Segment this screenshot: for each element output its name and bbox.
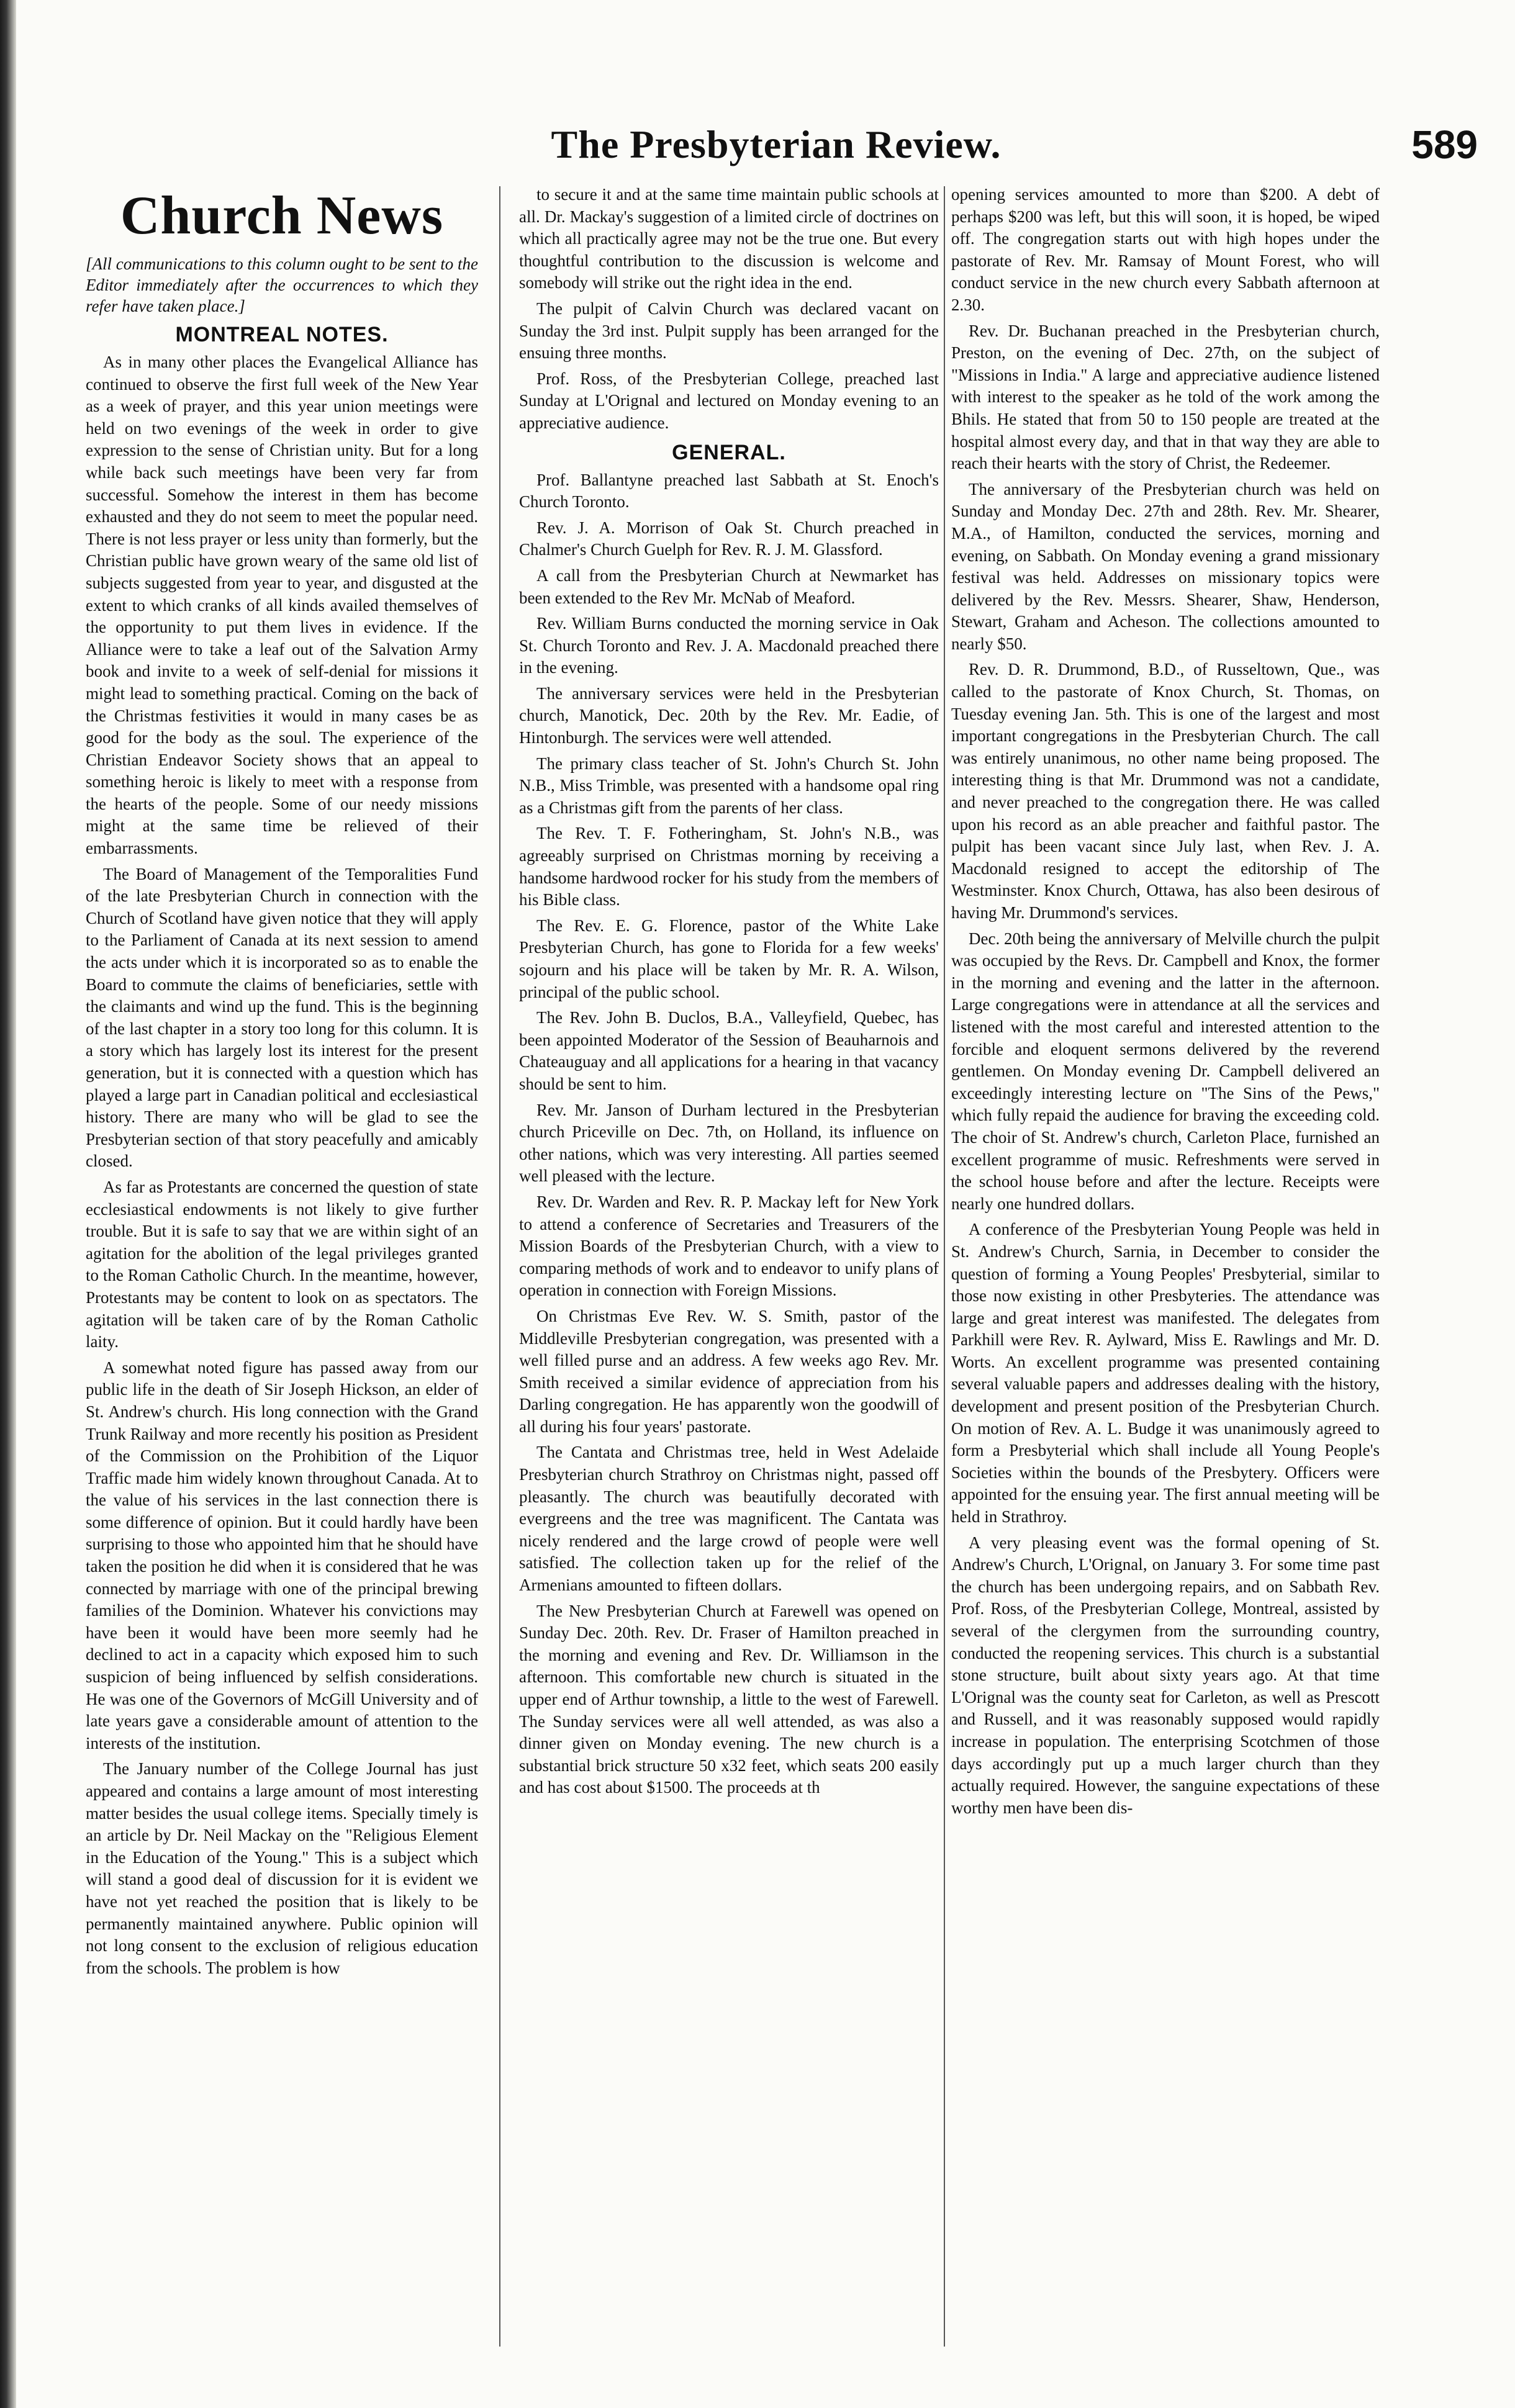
paragraph: A somewhat noted figure has passed away from our public life in the death of Sir Joseph Hickson, an elder of St. Andrew's church. His long connection with the Grand Trunk Railway and more recently his position as President of the Commission on the Prohibition of the Liquor Traffic made him widely known throughout Canada. At to the value of his services in the last connection there is some difference of opinion. But it could hardly have been surprising to those who appointed him that he should have taken the position he did when it is considered that he was connected by marriage with one of the principal brewing families of the Dominion. Whatever his convictions may have been it would have been more seemly had he declined to act in a capacity which exposed him to such suspicion of being influenced by selfish considerations. He was one of the Governors of McGill University and of late years gave a considerable amount of attention to the interests of the institution. <box>86 1358 478 1752</box>
paragraph: The anniversary services were held in the Presbyterian church, Manotick, Dec. 20th by the Rev. Mr. Eadie, of Hintonburgh. The services were well attended. <box>519 683 939 747</box>
paragraph: opening services amounted to more than $200. A debt of perhaps $200 was left, but this will soon, it is hoped, be wiped off. The congregation starts out with high hopes under the pastorate of Rev. Mr. Ramsay of Mount Forest, who will conduct service in the new church every Sabbath afternoon at 2.30. <box>951 185 1380 314</box>
paragraph: The New Presbyterian Church at Farewell was opened on Sunday Dec. 20th. Rev. Dr. Fraser of Hamilton preached in the morning and evening and Rev. Dr. Williamson in the afternoon. This comfortable new church is situated in the upper end of Arthur township, a little to the west of Farewell. The Sunday services were all well attended, as was also a dinner given on Monday evening. The new church is a substantial brick structure 50 x32 feet, which seats 200 easily and has cost about $1500. The proceeds at th <box>519 1601 939 1797</box>
paragraph: On Christmas Eve Rev. W. S. Smith, pastor of the Middleville Presbyterian congregation, was presented with a well filled purse and an address. A few weeks ago Rev. Mr. Smith received a similar evidence of appreciation from his Darling congregation. He has apparently won the goodwill of all during his four years' pastorate. <box>519 1306 939 1436</box>
publication-title: The Presbyterian Review. <box>551 122 1002 166</box>
paragraph: Rev. Mr. Janson of Durham lectured in the Presbyterian church Priceville on Dec. 7th, on Holland, its influence on other nations, which was very interesting. All parties seemed well pleased with the lecture. <box>519 1100 939 1186</box>
column-2 <box>519 184 939 1803</box>
paragraph: Prof. Ross, of the Presbyterian College, preached last Sunday at L'Orignal and lectured on Monday evening to an appreciative audience. <box>519 369 939 432</box>
paragraph: A call from the Presbyterian Church at Newmarket has been extended to the Rev Mr. McNab of Meaford. <box>519 566 939 607</box>
paragraph: Dec. 20th being the anniversary of Melville church the pulpit was occupied by the Revs. Dr. Campbell and Knox, the former in the morning and evening and the latter in the afternoon. Large congregations were in attendance at all the services and listened with the most careful and interested attention to the forcible and eloquent sermons delivered by the reverend gentlemen. On Monday evening Dr. Campbell delivered an exceedingly interesting lecture on "The Sins of the Pews," which fully repaid the audience for braving the exceeding cold. The choir of St. Andrew's church, Carleton Place, furnished an excellent programme of music. Refreshments were served in the school house before and after the lecture. Receipts were nearly one hundred dollars. <box>951 929 1380 1213</box>
paragraph: Rev. Dr. Warden and Rev. R. P. Mackay left for New York to attend a conference of Secretaries and Treasurers of the Mission Boards of the Presbyterian Church, with a view to comparing methods of work and to endeavor to unify plans of operation in connection with Foreign Missions. <box>519 1192 939 1300</box>
paragraph: Rev. J. A. Morrison of Oak St. Church preached in Chalmer's Church Guelph for Rev. R. J. M. Glassford. <box>519 518 939 559</box>
column-3 <box>951 184 1380 1823</box>
column-divider <box>944 186 945 2347</box>
paragraph: The Rev. E. G. Florence, pastor of the White Lake Presbyterian Church, has gone to Florida for a few weeks' sojourn and his place will be taken by Mr. R. A. Wilson, principal of the public school. <box>519 916 939 1001</box>
paragraph: The primary class teacher of St. John's Church St. John N.B., Miss Trimble, was presented with a handsome opal ring as a Christmas gift from the parents of her class. <box>519 754 939 817</box>
paragraph: As in many other places the Evangelical Alliance has continued to observe the first full week of the New Year as a week of prayer, and this year union meetings were held on two evenings of the week in order to give expression to the sense of Christian unity. But for a long while back such meetings have been very far from successful. Somehow the interest in them has become exhausted and they do not seem to meet the popular need. There is not less prayer or less unity than formerly, but the Christian public have grown weary of the same old list of subjects suggested from year to year, and disgusted at the extent to which cranks of all kinds availed themselves of the opportunity to put them lives in evidence. If the Alliance were to take a leaf out of the Salvation Army book and invite to a week of self-denial for missions it might lead to something practical. Coming on the back of the Christmas festivities it would in many cases be as good for the body as the soul. The experience of the Christian Endeavor Society shows that an appeal to something heroic is likely to meet with a response from the hearts of the people. Some of our needy missions might at the same time be relieved of their embarrassments. <box>86 353 478 858</box>
scan-binding-edge <box>0 0 16 2408</box>
paragraph: to secure it and at the same time maintain public schools at all. Dr. Mackay's suggestion of a limited circle of doctrines on which all practically agree may not be the true one. But every thoughtful contribution to the discussion is welcome and somebody will strike out the right idea in the end. <box>519 185 939 292</box>
page-number: 589 <box>1411 122 1478 167</box>
paragraph: Rev. Dr. Buchanan preached in the Presbyterian church, Preston, on the evening of Dec. 27th, on the subject of "Missions in India." A large and appreciative audience listened with interest to the speaker as he told of the work among the Bhils. He stated that from 50 to 150 people are treated at the hospital almost every day, and that in that way they are able to reach their hearts with the story of Christ, the Redeemer. <box>951 321 1380 473</box>
paragraph: The January number of the College Journal has just appeared and contains a large amount of most interesting matter besides the usual college items. Specially timely is an article by Dr. Neil Mackay on the "Religious Element in the Education of the Young." This is a subject which will stand a good deal of discussion for it is evident we have not yet reached the position that is likely to be permanently maintained anywhere. Public opinion will not long consent to the exclusion of religious education from the schools. The problem is how <box>86 1759 478 1977</box>
paragraph: The Rev. John B. Duclos, B.A., Valleyfield, Quebec, has been appointed Moderator of the Session of Beauharnois and Chateauguay and all applications for a hearing in that vacancy should be sent to him. <box>519 1008 939 1093</box>
paragraph: A very pleasing event was the formal opening of St. Andrew's Church, L'Orignal, on January 3. For some time past the church has been undergoing repairs, and on Sabbath Rev. Prof. Ross, of the Presbyterian College, Montreal, assisted by several of the clergymen from the surrounding country, conducted the reopening services. This church is a substantial stone structure, built about sixty years ago. At that time L'Orignal was the county seat for Carleton, as well as Prescott and Russell, and it was reasonably supposed would rapidly increase in population. The enterprising Scotchmen of those days accordingly put up a much larger church than they actually required. However, the sanguine expectations of these worthy men have been dis- <box>951 1533 1380 1817</box>
masthead <box>75 122 1478 171</box>
column-1 <box>86 184 478 1983</box>
column-divider <box>499 186 500 2347</box>
paragraph: The Rev. T. F. Fotheringham, St. John's N.B., was agreeably surprised on Christmas morning by receiving a handsome hardwood rocker for his study from the members of his Bible class. <box>519 824 939 909</box>
paragraph: A conference of the Presbyterian Young People was held in St. Andrew's Church, Sarnia, in December to consider the question of forming a Young Peoples' Presbyterial, similar to those now existing in other Presbyteries. The attendance was large and great interest was manifested. The delegates from Parkhill were Rev. R. Aylward, Miss E. Rawlings and Mr. D. Worts. An excellent programme was presented containing several valuable papers and addresses dealing with the history, development and present position of the Presbyterian Church. On motion of Rev. A. L. Budge it was unanimously agreed to form a Presbyterial which shall include all Young People's Societies within the bounds of the Presbytery. Officers were appointed for the ensuing year. The first annual meeting will be held in Strathroy. <box>951 1220 1380 1526</box>
paragraph: Rev. D. R. Drummond, B.D., of Russeltown, Que., was called to the pastorate of Knox Church, St. Thomas, on Tuesday evening Jan. 5th. This is one of the largest and most important congregations in the Presbyterian Church. The call was entirely unanimous, no other name being proposed. The interesting thing is that Mr. Drummond was not a candidate, and never preached to the congregation there. He was called upon his record as an able preacher and faithful pastor. The pulpit has been vacant since July last, when Rev. J. A. Macdonald resigned to accept the editorship of The Westminster. Knox Church, Ottawa, has also been desirous of having Mr. Drummond's services. <box>951 660 1380 922</box>
subhead-montreal-notes: MONTREAL NOTES. <box>175 323 389 346</box>
section-title: Church News <box>120 186 444 246</box>
paragraph: As far as Protestants are concerned the question of state ecclesiastical endowments is not likely to give further trouble. But it is safe to say that we are within sight of an agitation for the abolition of the legal privileges granted to the Roman Catholic Church. In the meantime, however, Protestants may be content to look on as spectators. The agitation will be taken care of by the Roman Catholic laity. <box>86 1177 478 1351</box>
editor-note: [All communications to this column ought to be sent to the Editor immediately after the occurrences to which they refer have taken place.] <box>86 255 478 315</box>
paragraph: Prof. Ballantyne preached last Sabbath at St. Enoch's Church Toronto. <box>519 470 939 512</box>
paragraph: The pulpit of Calvin Church was declared vacant on Sunday the 3rd inst. Pulpit supply has been arranged for the ensuing three months. <box>519 299 939 363</box>
paragraph: The Board of Management of the Temporalities Fund of the late Presbyterian Church in connection with the Church of Scotland have given notice that they will apply to the Parliament of Canada at its next session to amend the acts under which it is incorporated so as to enable the Board to commute the claims of beneficiaries, settle with the claimants and wind up the fund. This is the beginning of the last chapter in a story too long for this column. It is a story which has largely lost its interest for the present generation, but it is connected with a question which has played a large part in Canadian political and ecclesiastical history. There are many who will be glad to see the Presbyterian section of that story peacefully and amicably closed. <box>86 864 478 1171</box>
paragraph: Rev. William Burns conducted the morning service in Oak St. Church Toronto and Rev. J. A. Macdonald preached there in the evening. <box>519 614 939 677</box>
paragraph: The anniversary of the Presbyterian church was held on Sunday and Monday Dec. 27th and 28th. Rev. Mr. Shearer, M.A., of Hamilton, conducted the services, morning and evening, on Sabbath. On Monday evening a grand missionary festival was held. Addresses on missionary topics were delivered by the Rev. Messrs. Shearer, Shaw, Henderson, Stewart, Graham and Acheson. The collections amounted to nearly $50. <box>951 479 1380 653</box>
subhead-general: GENERAL. <box>672 440 786 464</box>
paragraph: The Cantata and Christmas tree, held in West Adelaide Presbyterian church Strathroy on Christmas night, passed off pleasantly. The church was beautifully decorated with evergreens and the tree was magnificent. The Cantata was nicely rendered and the large crowd of people were well satisfied. The collection taken up for the relief of the Armenians amounted to fifteen dollars. <box>519 1443 939 1595</box>
